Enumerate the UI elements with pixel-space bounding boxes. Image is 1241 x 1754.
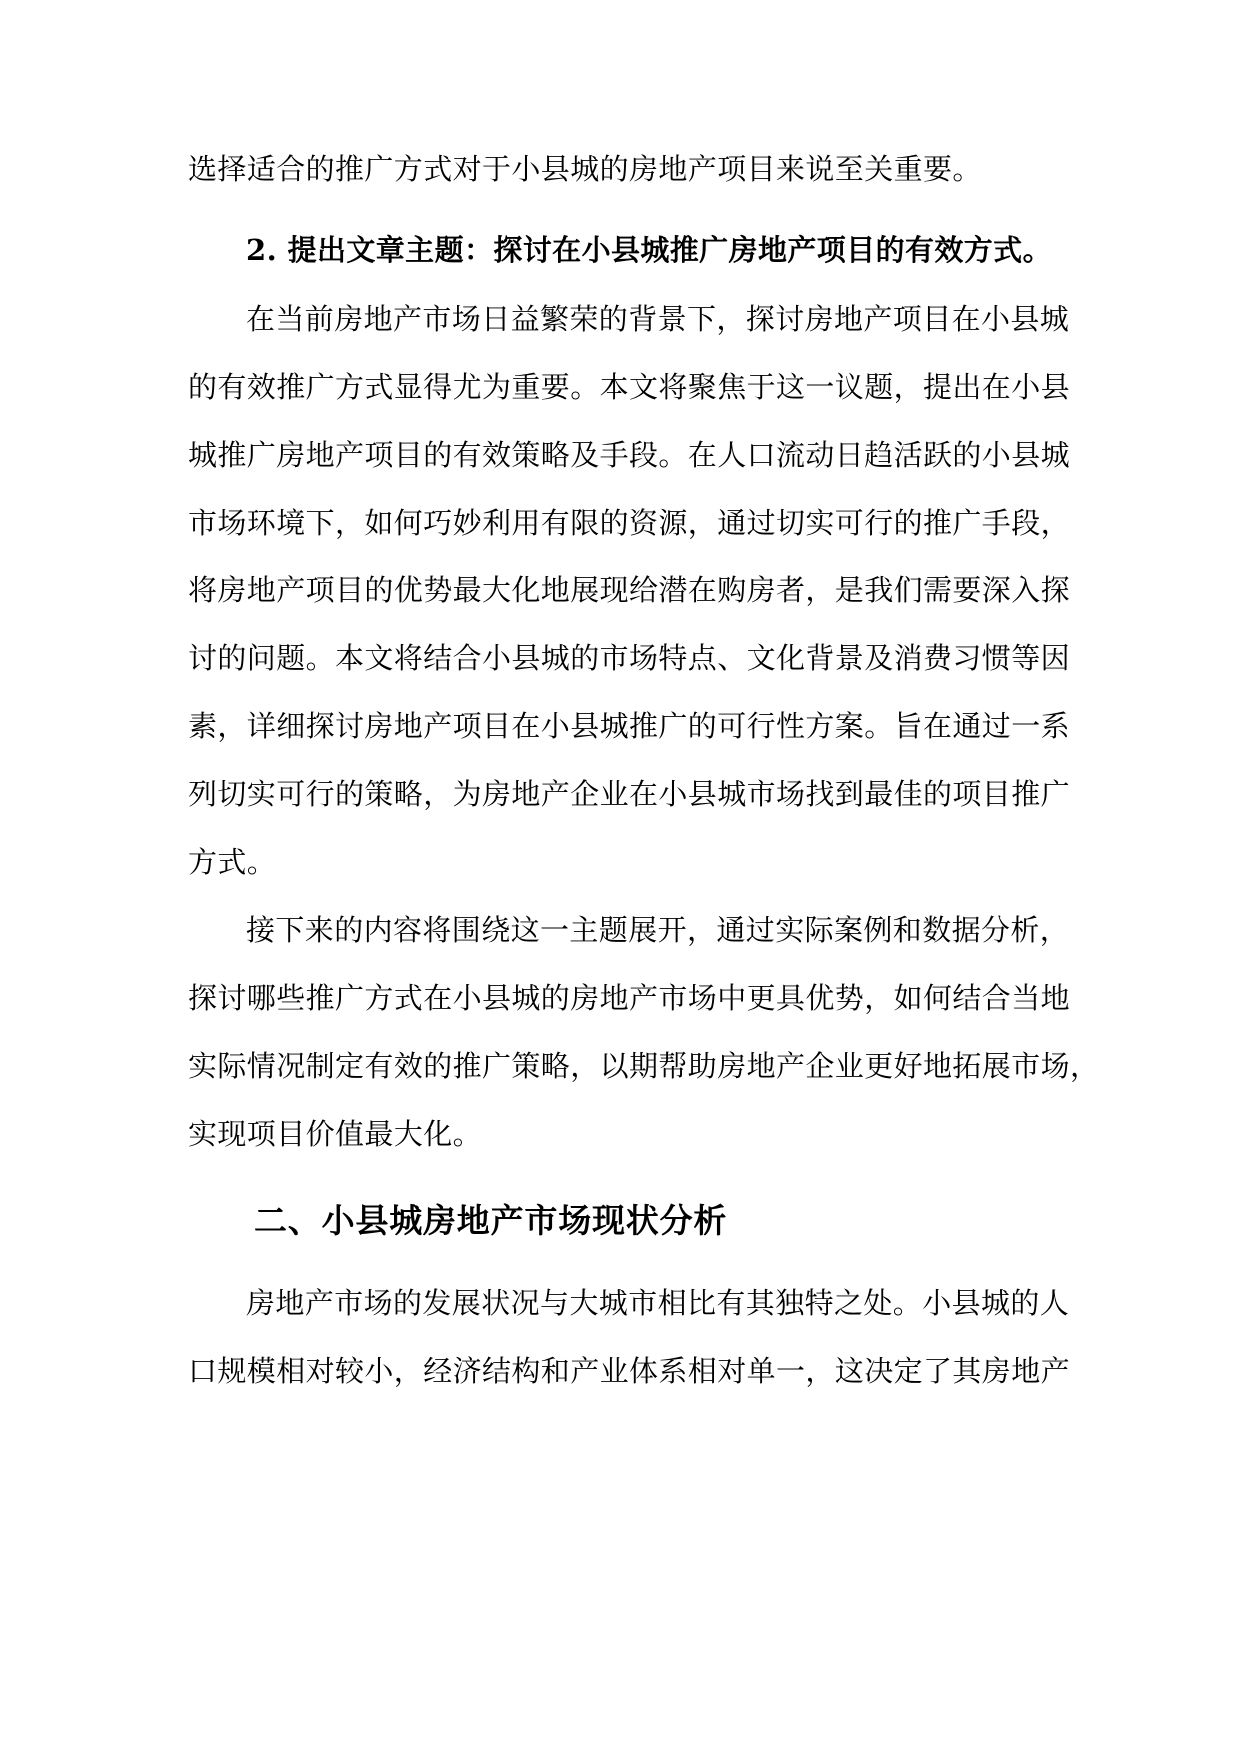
paragraph-line: 市场环境下，如何巧妙利用有限的资源，通过切实可行的推广手段， <box>188 506 1071 540</box>
paragraph-line: 口规模相对较小，经济结构和产业体系相对单一，这决定了其房地产 <box>188 1354 1071 1388</box>
section-subheading: 2. 提出文章主题：探讨在小县城推广房地产项目的有效方式。 <box>246 233 1052 267</box>
paragraph-line: 的有效推广方式显得尤为重要。本文将聚焦于这一议题，提出在小县 <box>188 370 1071 404</box>
paragraph-line: 讨的问题。本文将结合小县城的市场特点、文化背景及消费习惯等因 <box>188 641 1071 675</box>
section-heading: 二、小县城房地产市场现状分析 <box>254 1201 728 1240</box>
paragraph-line: 探讨哪些推广方式在小县城的房地产市场中更具优势，如何结合当地 <box>188 981 1071 1015</box>
paragraph-line: 实际情况制定有效的推广策略，以期帮助房地产企业更好地拓展市场， <box>188 1049 1100 1083</box>
paragraph-line: 选择适合的推广方式对于小县城的房地产项目来说至关重要。 <box>188 152 982 186</box>
paragraph-line: 列切实可行的策略，为房地产企业在小县城市场找到最佳的项目推广 <box>188 777 1071 811</box>
paragraph-line: 方式。 <box>188 845 277 879</box>
paragraph-line: 城推广房地产项目的有效策略及手段。在人口流动日趋活跃的小县城 <box>188 438 1071 472</box>
paragraph-line: 房地产市场的发展状况与大城市相比有其独特之处。小县城的人 <box>246 1286 1070 1320</box>
paragraph-line: 素，详细探讨房地产项目在小县城推广的可行性方案。旨在通过一系 <box>188 709 1071 743</box>
paragraph-line: 接下来的内容将围绕这一主题展开，通过实际案例和数据分析， <box>246 913 1070 947</box>
paragraph-line: 在当前房地产市场日益繁荣的背景下，探讨房地产项目在小县城 <box>246 302 1070 336</box>
paragraph-line: 实现项目价值最大化。 <box>188 1117 483 1151</box>
paragraph-line: 将房地产项目的优势最大化地展现给潜在购房者，是我们需要深入探 <box>188 573 1071 607</box>
